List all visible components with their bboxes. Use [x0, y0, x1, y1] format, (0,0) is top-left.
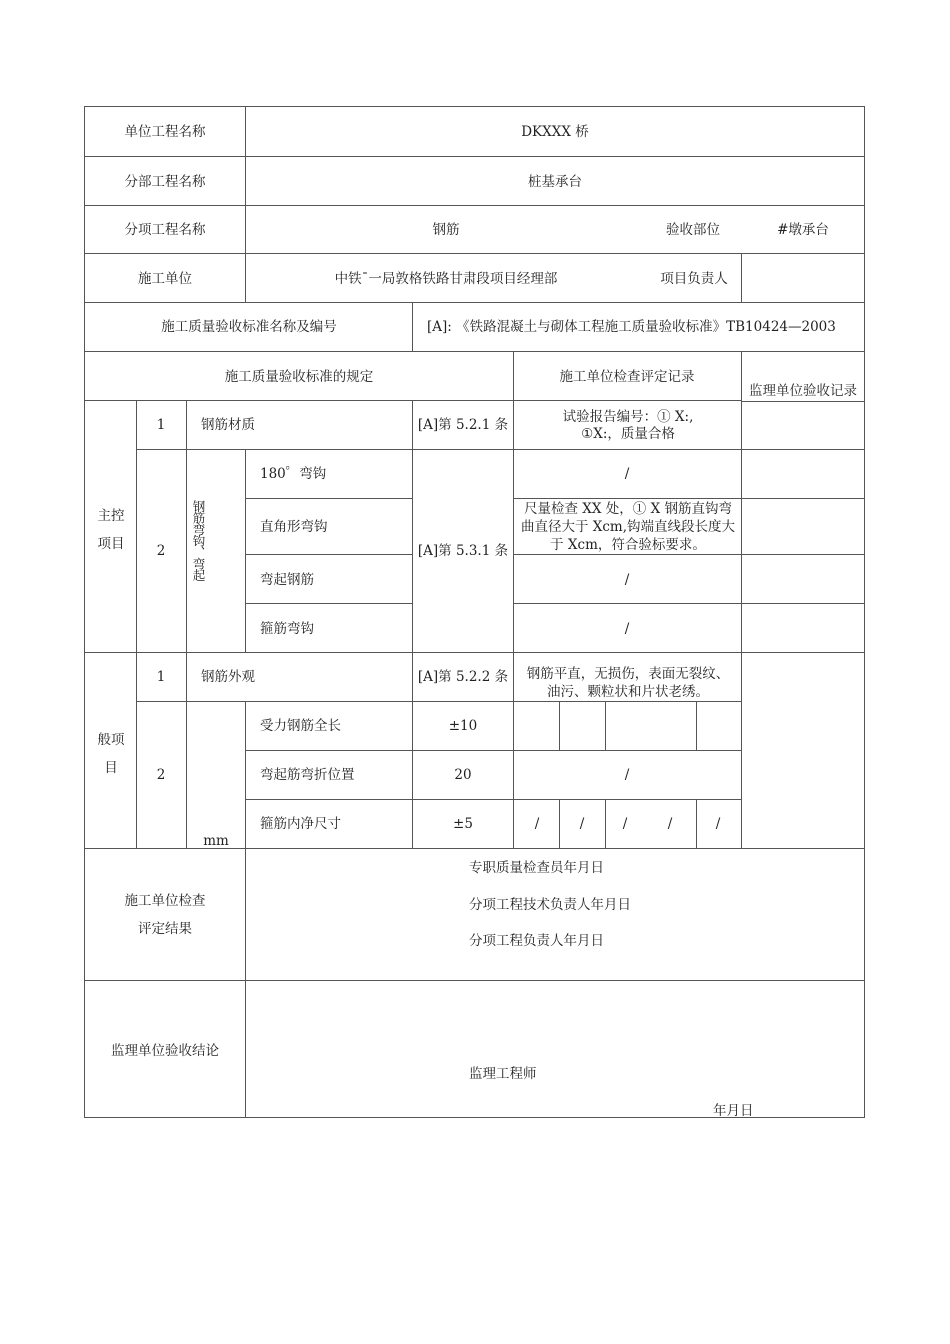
acceptance-part-label: 验收部位: [666, 222, 720, 238]
col-divider: [412, 400, 413, 848]
division-project-value: 桩基承台: [528, 174, 582, 190]
acceptance-part-value: #墩承台: [777, 222, 829, 238]
col-divider: [513, 351, 514, 653]
contractor-label: 施工单位: [138, 271, 192, 287]
col-divider: [741, 652, 742, 848]
unit-project-value: DKXXX 桥: [521, 124, 589, 140]
sub-item-name: 箍筋内净尺寸: [260, 816, 341, 832]
tolerance-value: 20: [454, 767, 472, 783]
row-divider: [245, 554, 413, 555]
spec-header: 施工质量验收标准的规定: [224, 369, 374, 385]
item-project-value: 钢筋: [432, 222, 460, 238]
col-divider: [245, 701, 246, 848]
signature-line: 分项工程负责人年月日: [469, 933, 604, 949]
row-divider: [84, 205, 865, 206]
row-divider: [513, 498, 865, 499]
row-divider: [245, 603, 413, 604]
group-label-vertical: 钢筋弯钩、弯起: [191, 500, 206, 581]
col-divider: [245, 848, 246, 1118]
row-divider: [84, 652, 865, 653]
col-divider: [605, 799, 606, 848]
inspection-record: 尺量检查 XX 处，① X 钢筋直钩弯: [524, 501, 732, 517]
sub-item-name: 受力钢筋全长: [260, 718, 341, 734]
inspection-record: 钢筋平直，无损伤，表面无裂纹、: [526, 666, 730, 682]
contractor-value: 中铁¯一局敦格铁路甘肃段项目经理部: [334, 271, 558, 287]
inspection-record: 于 Xcm，符合验标要求。: [550, 537, 706, 553]
row-divider: [245, 750, 742, 751]
col-divider: [245, 449, 246, 653]
col-divider: [186, 400, 187, 848]
item-number: 2: [156, 543, 166, 559]
row-divider: [84, 302, 865, 303]
measurement-cell: /: [715, 816, 721, 832]
signature-line: 专职质量检查员年月日: [469, 860, 604, 876]
result-label: 施工单位检查: [124, 893, 206, 909]
item-number: 1: [156, 669, 166, 685]
inspection-record: /: [624, 621, 630, 637]
row-divider: [136, 701, 742, 702]
measurement-cell: /: [622, 816, 628, 832]
inspection-record: /: [624, 466, 630, 482]
project-manager-label: 项目负责人: [660, 271, 728, 287]
division-project-label: 分部工程名称: [124, 174, 206, 190]
col-divider: [605, 701, 606, 750]
row-divider: [742, 401, 865, 402]
signature-line: 分项工程技术负责人年月日: [469, 897, 631, 913]
item-number: 1: [156, 417, 166, 433]
item-project-label: 分项工程名称: [124, 222, 206, 238]
col-divider: [245, 106, 246, 303]
contractor-record-header: 施工单位检查评定记录: [559, 369, 695, 385]
standard-label: 施工质量验收标准名称及编号: [161, 319, 337, 335]
inspection-record: 试验报告编号：① X:,: [562, 409, 694, 425]
row-divider: [513, 554, 865, 555]
tolerance-value: ±5: [453, 816, 473, 832]
measurement-cell: /: [667, 816, 673, 832]
item-number: 2: [156, 767, 166, 783]
col-divider: [741, 253, 742, 303]
row-divider: [245, 498, 413, 499]
tolerance-value: ±10: [448, 718, 478, 734]
supervisor-record-header: 监理单位验收记录: [749, 383, 857, 399]
sub-item-name: 箍筋弯钩: [260, 621, 314, 637]
col-divider: [696, 799, 697, 848]
row-divider: [84, 400, 742, 401]
clause-reference: [A]第 5.2.2 条: [417, 669, 509, 685]
clause-reference: [A]第 5.2.1 条: [417, 417, 509, 433]
row-divider: [84, 351, 865, 352]
unit-label: mm: [203, 833, 229, 849]
inspection-form-table: [84, 106, 865, 1118]
sub-item-name: 180゜弯钩: [260, 466, 327, 482]
main-control-label: 主控: [97, 508, 125, 524]
clause-reference: [A]第 5.3.1 条: [417, 543, 509, 559]
inspection-record: 曲直径大于 Xcm,钩端直线段长度大: [520, 519, 736, 535]
measurement-cell: /: [579, 816, 585, 832]
col-divider: [559, 799, 560, 848]
inspection-record: 油污、颗粒状和片状老绣。: [547, 684, 709, 700]
col-divider: [559, 701, 560, 750]
inspection-record: /: [624, 572, 630, 588]
row-divider: [84, 848, 865, 849]
sub-item-name: 弯起钢筋: [260, 572, 314, 588]
sub-item-name: 直角形弯钩: [260, 519, 328, 535]
general-items-label: 般项: [97, 732, 125, 748]
row-divider: [84, 253, 865, 254]
col-divider: [741, 351, 742, 653]
conclusion-label: 监理单位验收结论: [111, 1043, 219, 1059]
general-items-label-2: 目: [104, 760, 118, 776]
inspection-record: ①X:，质量合格: [581, 426, 675, 442]
standard-value: [A]: 《铁路混凝土与砌体工程施工质量验收标准》TB10424—2003: [427, 319, 836, 335]
col-divider: [513, 652, 514, 848]
unit-project-label: 单位工程名称: [124, 124, 206, 140]
row-divider: [84, 980, 865, 981]
supervising-engineer-label: 监理工程师: [469, 1066, 537, 1082]
inspection-record: /: [624, 767, 630, 783]
row-divider: [513, 603, 865, 604]
col-divider: [696, 701, 697, 750]
result-label-2: 评定结果: [138, 921, 192, 937]
date-label: 年月日: [713, 1103, 754, 1119]
sub-item-name: 弯起筋弯折位置: [260, 767, 355, 783]
col-divider: [136, 400, 137, 848]
row-divider: [84, 156, 865, 157]
col-divider: [412, 302, 413, 351]
main-control-label-2: 项目: [97, 536, 125, 552]
measurement-cell: /: [534, 816, 540, 832]
item-name: 钢筋材质: [201, 417, 255, 433]
row-divider: [245, 799, 742, 800]
item-name: 钢筋外观: [201, 669, 255, 685]
